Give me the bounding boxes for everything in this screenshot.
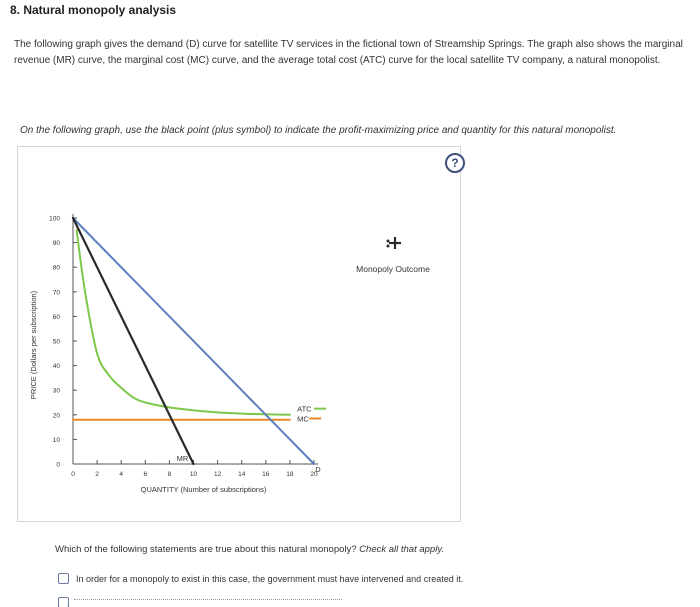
curve-label-mc: MC xyxy=(297,414,309,424)
monopoly-outcome-tool[interactable] xyxy=(356,237,430,274)
x-tick-label: 14 xyxy=(238,471,246,478)
checkbox[interactable] xyxy=(58,573,69,584)
y-axis-label: PRICE (Dollars per subscription) xyxy=(29,290,38,400)
sub-question-text xyxy=(55,544,444,555)
x-tick-label: 20 xyxy=(310,471,318,478)
curve-label-mr: MR xyxy=(176,453,189,463)
x-tick-label: 4 xyxy=(119,471,124,478)
y-tick-label: 90 xyxy=(52,240,60,248)
x-tick-label: 18 xyxy=(286,471,294,478)
x-tick-label: 6 xyxy=(143,471,148,478)
outcome-dot-left-2 xyxy=(387,245,390,248)
y-tick-label: 0 xyxy=(56,461,60,469)
graph-instruction: On the following graph, use the black point (plus symbol) to indicate the profit-maximizing price and quantity for this natural monopolist. xyxy=(20,125,617,136)
sub-question-hint: Check all that apply. xyxy=(359,544,445,555)
y-tick-label: 60 xyxy=(52,313,60,321)
x-tick-label: 8 xyxy=(167,471,172,478)
y-tick-label: 80 xyxy=(52,264,60,272)
curve-label-d: D xyxy=(315,464,321,474)
curve-label-atc: ATC xyxy=(297,404,312,414)
monopoly-outcome-label: Monopoly Outcome xyxy=(356,264,430,274)
question-intro: The following graph gives the demand (D) curve for satellite TV services in the fictional town of Streamship Springs. The graph also shows the marginal revenue (MR) curve, the marginal cost (MC) curve, and the average total cost (ATC) curve for the local satellite TV company, a natural monopolist. xyxy=(14,39,683,66)
y-tick-label: 100 xyxy=(49,215,60,223)
y-tick-label: 40 xyxy=(52,363,60,371)
checkbox[interactable] xyxy=(58,597,69,607)
x-tick-label: 0 xyxy=(71,471,75,478)
help-button[interactable]: ? xyxy=(445,153,465,173)
sub-question-prompt: Which of the following statements are true about this natural monopoly? xyxy=(55,544,357,555)
y-tick-label: 20 xyxy=(52,412,60,420)
option-partially-visible[interactable] xyxy=(58,597,343,607)
x-tick-label: 12 xyxy=(213,471,222,478)
y-tick-label: 10 xyxy=(52,436,60,444)
y-tick-label: 50 xyxy=(52,338,60,346)
curve-d[interactable] xyxy=(73,218,314,464)
x-axis-label: QUANTITY (Number of subscriptions) xyxy=(140,485,267,494)
y-tick-label: 70 xyxy=(52,289,60,297)
cropped-option-text xyxy=(74,599,342,605)
curve-atc[interactable] xyxy=(77,230,290,414)
y-tick-label: 30 xyxy=(52,387,60,395)
option-government-intervened[interactable] xyxy=(58,573,463,584)
x-tick-label: 2 xyxy=(95,471,99,478)
option-label: In order for a monopoly to exist in this case, the government must have intervened and created it. xyxy=(76,573,464,584)
question-title: 8. Natural monopoly analysis xyxy=(10,3,177,17)
x-tick-label: 16 xyxy=(262,471,270,478)
x-tick-label: 10 xyxy=(189,471,198,478)
curve-mr[interactable] xyxy=(73,218,194,464)
